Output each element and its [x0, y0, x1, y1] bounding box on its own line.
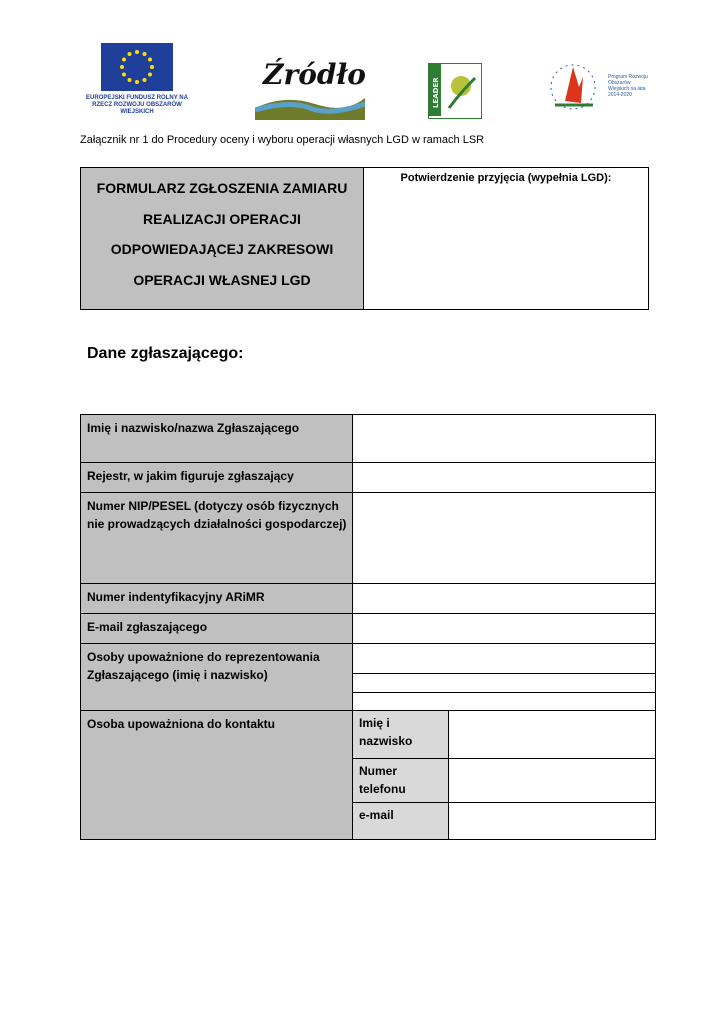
river-landscape-icon: [255, 58, 365, 120]
attachment-caption: Załącznik nr 1 do Procedury oceny i wyboru operacji własnych LGD w ramach LSR: [80, 134, 485, 146]
contact-email-input[interactable]: [448, 802, 656, 840]
form-title-line-2: REALIZACJI OPERACJI: [143, 211, 301, 227]
representative-input-2[interactable]: [352, 673, 656, 693]
zrodlo-logo: [255, 58, 365, 120]
eu-flag-logo: [101, 43, 173, 91]
email-label-cell: [80, 613, 353, 644]
eu-flag-icon: [101, 43, 173, 91]
contact-email-label: e-mail: [359, 808, 394, 822]
representatives-label-cell: [80, 643, 353, 711]
arimr-input[interactable]: [352, 583, 656, 614]
eu-star-icon: [143, 52, 147, 56]
contact-email-label-cell: [352, 802, 449, 840]
contact-phone-label-cell: [352, 758, 449, 803]
form-title-line-3: ODPOWIEDAJĄCEJ ZAKRESOWI: [110, 241, 334, 257]
contact-name-input[interactable]: [448, 710, 656, 759]
prow-text: Program Rozwoju Obszarów Wiejskich na lata 2014-2020: [608, 74, 648, 98]
name-label-cell: [80, 414, 353, 463]
contact-label-cell: [80, 710, 353, 840]
nip-label: Numer NIP/PESEL (dotyczy osób fizycznych nie prowadzących działalności gospodarczej): [87, 499, 347, 531]
representative-input-3[interactable]: [352, 692, 656, 711]
zrodlo-wordmark: Źródło: [263, 58, 366, 91]
section-title: Dane zgłaszającego:: [87, 345, 244, 362]
representative-input-1[interactable]: [352, 643, 656, 674]
eu-star-icon: [135, 50, 139, 54]
form-title-line-4: OPERACJI WŁASNEJ LGD: [133, 272, 311, 288]
registry-label-cell: [80, 462, 353, 493]
representatives-label: Osoby upoważnione do reprezentowania Zgłaszającego (imię i nazwisko): [87, 650, 320, 682]
contact-name-label: Imię i nazwisko: [359, 716, 413, 748]
contact-name-label-cell: [352, 710, 449, 759]
name-label: Imię i nazwisko/nazwa Zgłaszającego: [87, 421, 300, 435]
eu-star-icon: [143, 78, 147, 82]
eu-star-icon: [122, 73, 126, 77]
eu-star-icon: [148, 58, 152, 62]
eu-star-icon: [128, 52, 132, 56]
leader-logo: [428, 63, 482, 119]
eu-star-icon: [128, 78, 132, 82]
eu-fund-text: EUROPEJSKI FUNDUSZ ROLNY NA RZECZ ROZWOJU OBSZARÓW WIEJSKICH: [86, 95, 188, 115]
svg-text:LEADER: LEADER: [432, 77, 440, 108]
leader-icon: [429, 64, 479, 116]
prow-emblem-icon: [543, 57, 605, 117]
contact-phone-label: Numer telefonu: [359, 764, 406, 796]
registry-label: Rejestr, w jakim figuruje zgłaszający: [87, 469, 294, 483]
eu-star-icon: [135, 80, 139, 84]
eu-star-icon: [148, 73, 152, 77]
form-title-line-1: FORMULARZ ZGŁOSZENIA ZAMIARU: [96, 180, 348, 196]
form-title-box: [80, 167, 364, 310]
eu-star-icon: [150, 65, 154, 69]
contact-phone-input[interactable]: [448, 758, 656, 803]
prow-logo: [543, 57, 648, 117]
arimr-label-cell: [80, 583, 353, 614]
confirmation-label: Potwierdzenie przyjęcia (wypełnia LGD):: [400, 172, 612, 184]
registry-input[interactable]: [352, 462, 656, 493]
nip-input[interactable]: [352, 492, 656, 584]
arimr-label: Numer indentyfikacyjny ARiMR: [87, 590, 265, 604]
email-input[interactable]: [352, 613, 656, 644]
email-label: E-mail zgłaszającego: [87, 620, 208, 634]
nip-label-cell: [80, 492, 353, 584]
name-input[interactable]: [352, 414, 656, 463]
confirmation-box[interactable]: [364, 167, 649, 310]
eu-star-icon: [120, 65, 124, 69]
contact-label: Osoba upoważniona do kontaktu: [87, 717, 276, 731]
eu-star-icon: [122, 58, 126, 62]
